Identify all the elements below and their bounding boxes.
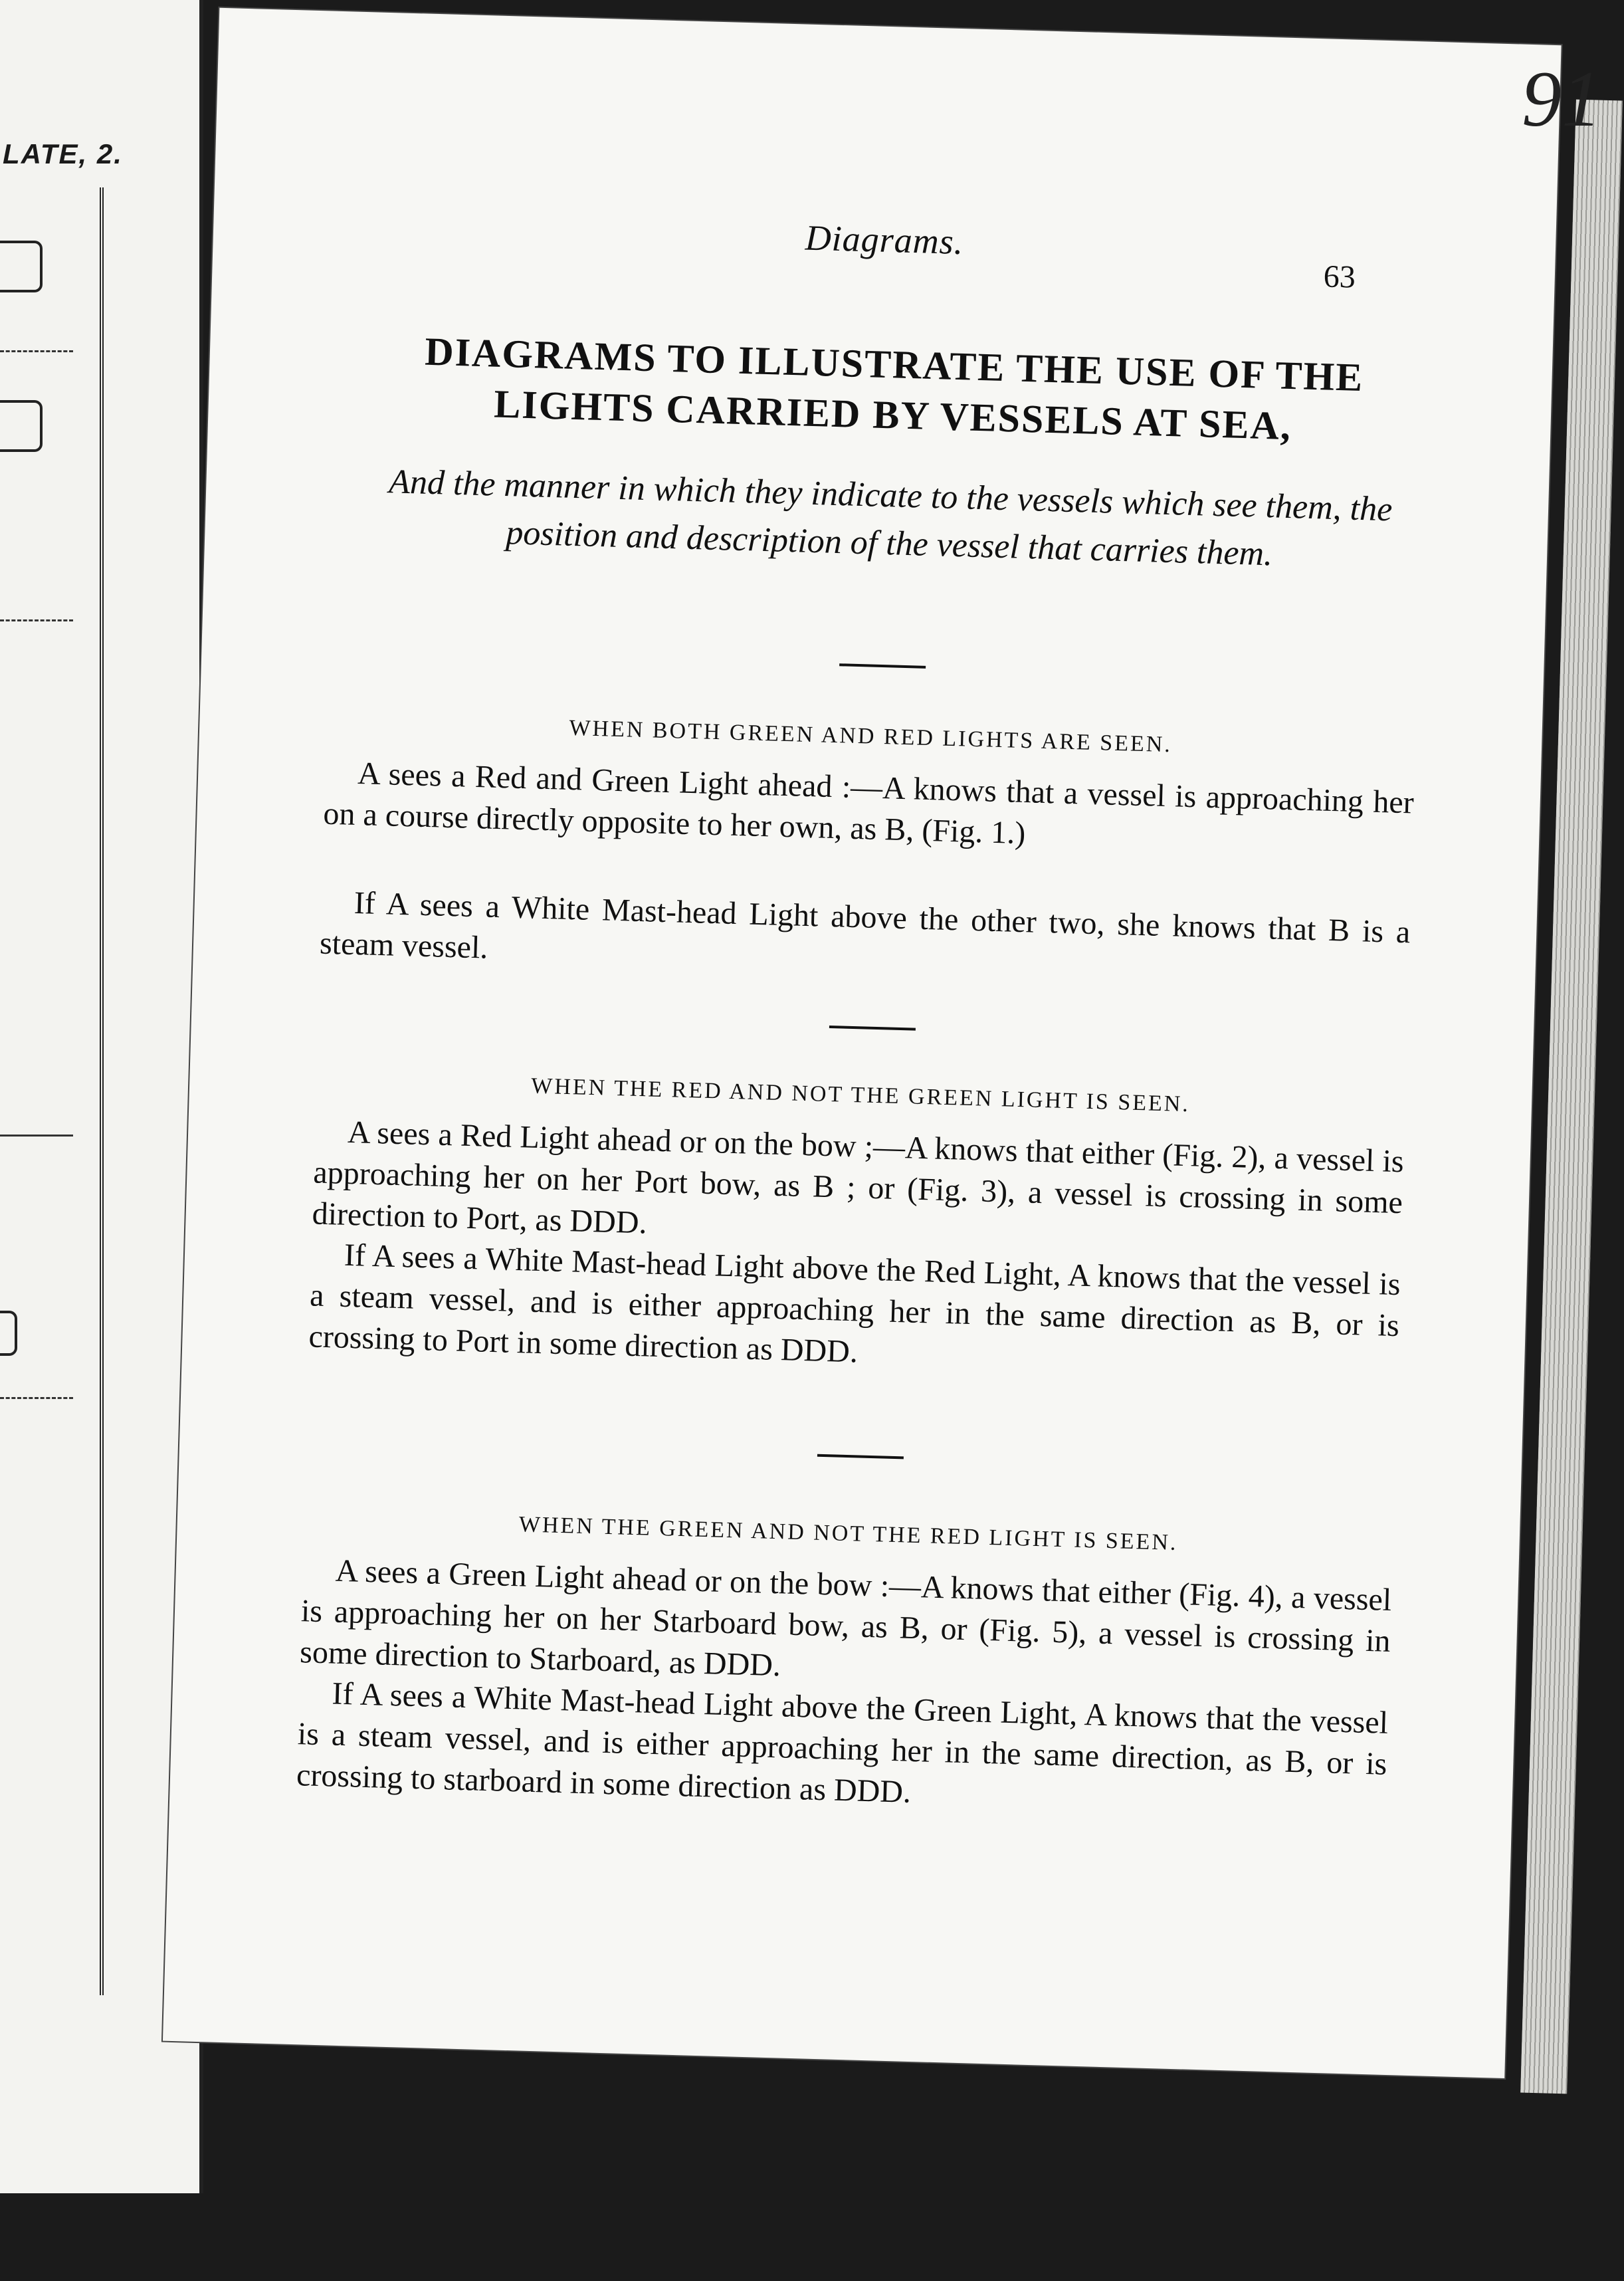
- divider-line: [0, 1135, 73, 1137]
- paragraph: A sees a Green Light ahead or on the bow :—A knows that either (Fig. 4), a vessel is approaching her on her Starboard bow, as B, or (Fig. 5), a vessel is crossing in some direction to Starboard, as DDD.: [299, 1553, 1392, 1684]
- page-title: DIAGRAMS TO ILLUSTRATE THE USE OF THE LIGHTS CARRIED BY VESSELS AT SEA,: [424, 329, 1365, 449]
- plate-label: LATE, 2.: [3, 138, 123, 169]
- paragraph: If A sees a White Mast-head Light above the Red Light, A knows that the vessel is a steam vessel, and is either approaching her in the same direction as B, or is crossing to Port in some direction as DDD.: [308, 1237, 1401, 1370]
- section-heading: WHEN THE GREEN AND NOT THE RED LIGHT IS SEEN.: [518, 1512, 1178, 1555]
- vessel-hull-shape: [0, 400, 43, 452]
- section-rule: [829, 1026, 916, 1031]
- section-rule: [817, 1454, 904, 1460]
- section-heading: WHEN BOTH GREEN AND RED LIGHTS ARE SEEN.: [568, 715, 1173, 758]
- paragraph: A sees a Red and Green Light ahead :—A knows that a vessel is approaching her on a course directly opposite to her own, as B, (Fig. 1.): [322, 756, 1415, 851]
- book-page: [163, 8, 1562, 2078]
- paragraph: If A sees a White Mast-head Light above the Green Light, A knows that the vessel is a steam vessel, and is either approaching her in the same direction, as B, or is crossing to starboard in some direction as DDD.: [296, 1676, 1389, 1810]
- page-number: 63: [1323, 259, 1356, 295]
- section-rule: [839, 663, 926, 669]
- dashed-line: [0, 1397, 73, 1399]
- vessel-hull-shape: [0, 241, 43, 292]
- dashed-line: [0, 350, 73, 352]
- section-heading: WHEN THE RED AND NOT THE GREEN LIGHT IS SEEN.: [530, 1073, 1191, 1117]
- plate-frame: [0, 187, 104, 1995]
- page-subtitle: And the manner in which they indicate to the vessels which see them, the position and description of the vessel that carries them.: [388, 463, 1393, 574]
- running-head: Diagrams.: [804, 217, 965, 263]
- paragraph: If A sees a White Mast-head Light above the other two, she knows that B is a steam vessel.: [319, 885, 1411, 966]
- dashed-line: [0, 619, 73, 621]
- vessel-hull-shape: [0, 1311, 17, 1356]
- paragraph: A sees a Red Light ahead or on the bow ;—A knows that either (Fig. 2), a vessel is approaching her on her Port bow, as B ; or (Fig. 3), a vessel is crossing in some direction to Port, as DDD.: [312, 1114, 1405, 1241]
- handwritten-folio-mark: 91: [1522, 54, 1601, 143]
